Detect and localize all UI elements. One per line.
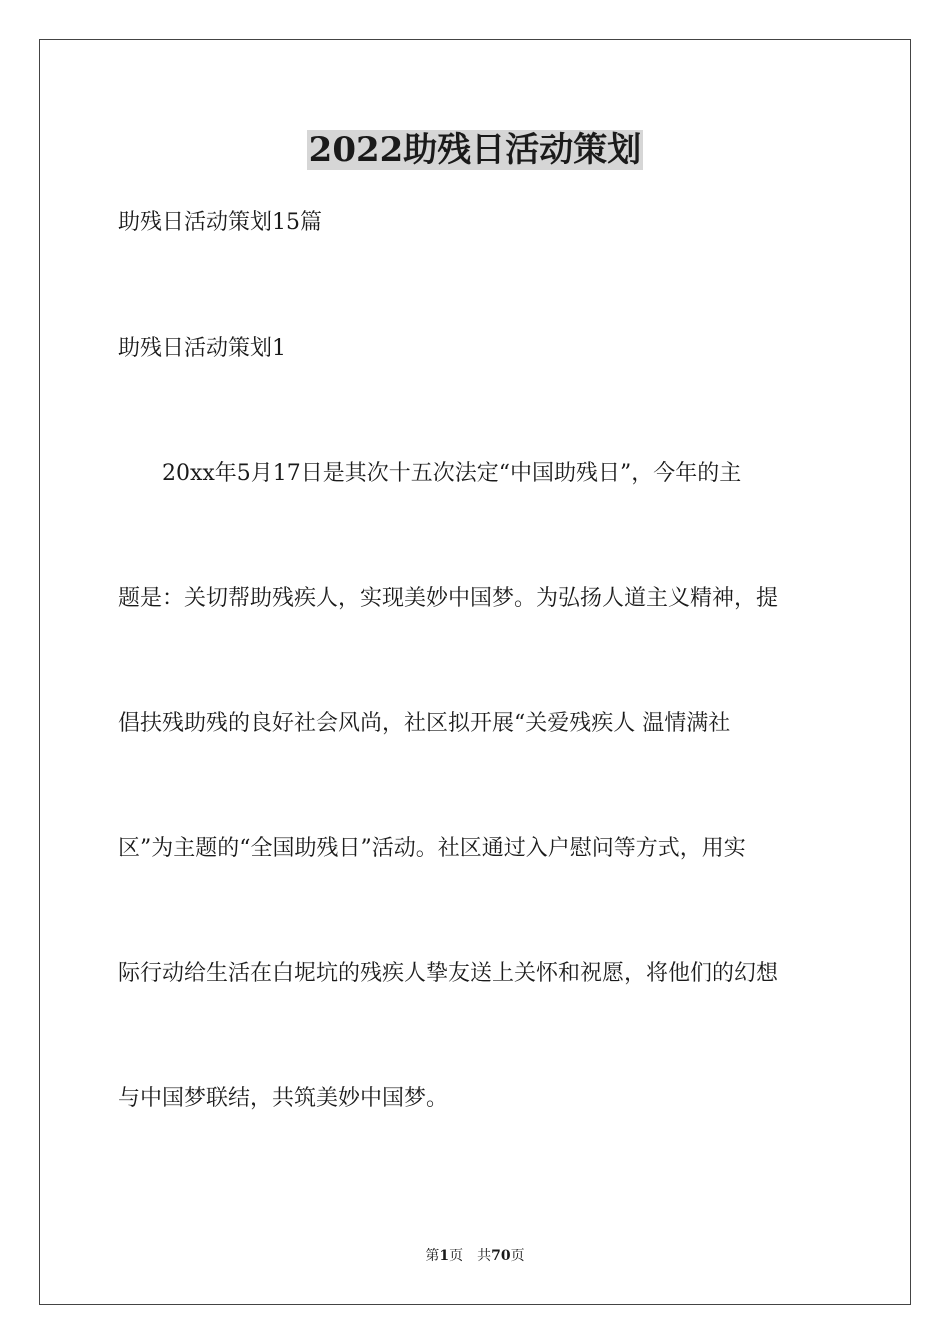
paragraph-line-4: 区”为主题的“全国助残日”活动。社区通过入户慰问等方式，用实 [118,836,746,861]
paragraph-line-6: 与中国梦联结，共筑美妙中国梦。 [118,1086,449,1111]
paragraph-line-1: 20xx年5月17日是其次十五次法定“中国助残日”，今年的主 [162,461,742,486]
total-suffix: 页 [510,1248,525,1264]
document-title-text: 2022助残日活动策划 [308,130,642,170]
page-total: 70 [491,1248,511,1264]
paragraph-line-5: 际行动给生活在白坭坑的残疾人挚友送上关怀和祝愿，将他们的幻想 [118,961,779,986]
page-current: 1 [439,1248,450,1264]
page-prefix: 第 [425,1248,440,1264]
document-title [0,128,950,172]
page-suffix: 页 [449,1248,464,1264]
paragraph-line-2: 题是：关切帮助残疾人，实现美妙中国梦。为弘扬人道主义精神，提 [118,586,779,611]
total-prefix: 共 [477,1248,492,1264]
paragraph-line-3: 倡扶残助残的良好社会风尚，社区拟开展“关爱残疾人 温情满社 [118,711,731,736]
page-footer [0,1246,950,1266]
document-subtitle: 助残日活动策划15篇 [118,210,322,235]
section-heading: 助残日活动策划1 [118,336,286,361]
